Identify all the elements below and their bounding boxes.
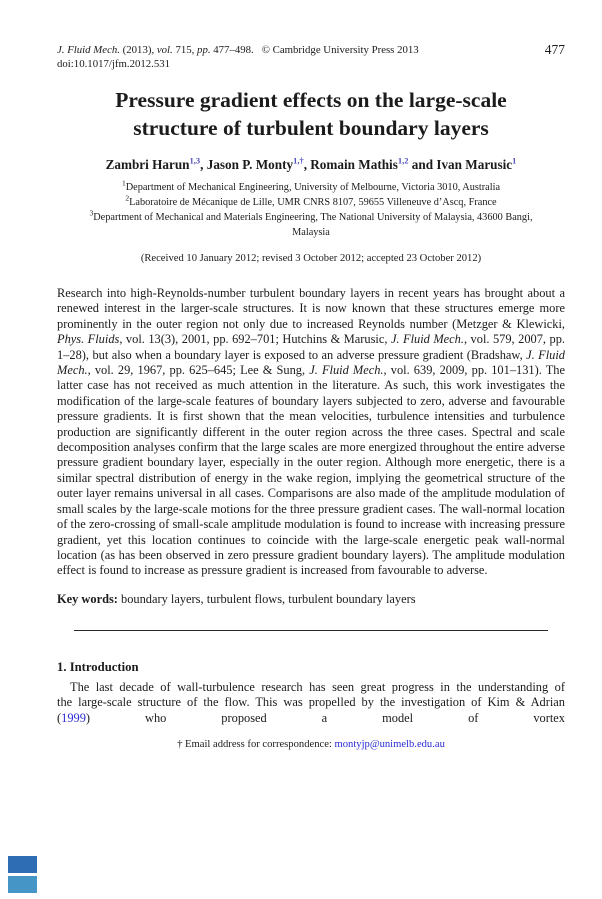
received-dates: (Received 10 January 2012; revised 3 October 2012; accepted 23 October 2012) bbox=[140, 253, 482, 264]
affiliation-3 bbox=[86, 210, 536, 240]
affiliation-text: Department of Mechanical Engineering, University of Melbourne, Victoria 3010, Australia bbox=[125, 182, 501, 193]
abstract-segment: Research into high-Reynolds-number turbulent boundary layers in recent years has brought about a renewed interest in the larger-scale structures. It is now known that these structures emerge more prominently in the outer region not only due to increased Reynolds number (Metzger & Klewicki, bbox=[57, 286, 565, 331]
bottom-left-blue-bar-2 bbox=[8, 876, 37, 893]
journal-title-italic: J. Fluid Mech. bbox=[390, 332, 464, 347]
affiliation-marker: 2 bbox=[125, 193, 130, 203]
section-divider-rule bbox=[74, 630, 548, 631]
author-name: Zambri Harun bbox=[105, 157, 190, 172]
dagger-mark: † bbox=[177, 738, 183, 750]
journal-title-italic: J. Fluid Mech. bbox=[309, 363, 384, 378]
affiliation-text: Laboratoire de Mécanique de Lille, UMR CNRS 8107, 59655 Villeneuve d’Ascq, France bbox=[129, 197, 497, 208]
paper-title: Pressure gradient effects on the large-scale structure of turbulent boundary layers bbox=[115, 88, 507, 140]
journal-title-italic: J. Fluid Mech. bbox=[57, 347, 565, 378]
journal-name: J. Fluid Mech. bbox=[57, 44, 120, 56]
author-line bbox=[57, 157, 565, 173]
abstract-segment: , vol. 639, 2009, pp. 101–131). The latter case has not received as much attention in the literature. As such, this work investigates the modification of the large-scale features of boundary layers subjected to zero, adverse and favourable pressure gradients. It is first shown that the mean velocities, turbulence intensities and turbulence production are significantly different in the outer region across the three cases. Spectral and scale decomposition analyses confirm that the large scales are more energized throughout the entire adverse pressure gradient boundary layer, especially in the outer region. Although more energetic, there is a similar spectral distribution of energy in the wake region, implying the geometrical structure of the outer layer remains universal in all cases. Comparisons are also made of the amplitude modulation of small scales by the large-scale motions for the three pressure gradient cases. The wall-normal location of the zero-crossing of small-scale amplitude modulation is found to increase with increasing pressure gradient, yet this location continues to coincide with the large-scale energetic peak wall-normal location (as has been observed in zero pressure gradient boundary layers). The amplitude modulation effect is found to increase as pressure gradient is increased from favourable to adverse. bbox=[57, 363, 565, 578]
journal-title-italic: Phys. Fluids bbox=[57, 332, 120, 347]
affiliation-1 bbox=[86, 180, 536, 195]
author-name: Jason P. Monty bbox=[206, 157, 294, 172]
bottom-left-blue-bar-1 bbox=[8, 856, 37, 873]
affiliation-2 bbox=[86, 195, 536, 210]
author-name: Ivan Marusic bbox=[436, 157, 513, 172]
pp-label: pp. bbox=[197, 44, 211, 56]
affiliations bbox=[57, 180, 565, 240]
author-affiliation-ref[interactable]: 1,† bbox=[293, 155, 304, 166]
abstract-segment: , vol. 29, 1967, pp. 625–645; Lee & Sung, bbox=[87, 363, 310, 378]
paragraph-segment: ) who proposed a model of vortex bbox=[85, 710, 565, 725]
journal-header bbox=[57, 44, 565, 56]
author-affiliation-ref[interactable]: 1,3 bbox=[189, 155, 201, 166]
doi: doi:10.1017/jfm.2012.531 bbox=[57, 58, 171, 70]
affiliation-text: Department of Mechanical and Materials Engineering, The National University of Malaysia, 43600 Bangi, Malaysia bbox=[93, 212, 533, 238]
section-heading-introduction: 1. Introduction bbox=[57, 659, 139, 674]
author-name: Romain Mathis bbox=[310, 157, 398, 172]
affiliation-marker: 1 bbox=[121, 178, 126, 188]
footnote-label: Email address for correspondence: bbox=[182, 738, 335, 750]
vol-label: vol. bbox=[156, 44, 173, 56]
journal-reference bbox=[57, 44, 419, 56]
keywords-label: Key words: bbox=[57, 591, 118, 606]
abstract-segment: , vol. 13(3), 2001, pp. 692–701; Hutchins & Marusic, bbox=[119, 332, 391, 347]
affiliation-marker: 3 bbox=[89, 208, 94, 218]
journal-year: (2013), bbox=[119, 44, 157, 56]
introduction-paragraph bbox=[57, 680, 565, 726]
author-affiliation-ref[interactable]: 1,2 bbox=[397, 155, 409, 166]
page-range: 477–498. bbox=[210, 44, 254, 56]
author-separator: and bbox=[408, 157, 437, 172]
copyright-notice: © Cambridge University Press 2013 bbox=[261, 44, 419, 56]
author-affiliation-ref[interactable]: 1 bbox=[512, 155, 517, 166]
paragraph-segment: The last decade of wall-turbulence research has seen great progress in the understanding of the large-scale structure of the flow. This was propelled by the investigation of Kim & Adrian ( bbox=[57, 679, 565, 725]
citation-link[interactable]: 1999 bbox=[61, 710, 86, 725]
abstract bbox=[57, 286, 565, 579]
correspondence-footnote bbox=[57, 739, 565, 750]
keywords-text: boundary layers, turbulent flows, turbulent boundary layers bbox=[117, 591, 416, 606]
abstract-segment: , vol. 579, 2007, pp. 1–28), but also when a boundary layer is exposed to an adverse pressure gradient (Bradshaw, bbox=[57, 332, 565, 362]
author-separator: , bbox=[200, 157, 207, 172]
keywords-line bbox=[57, 592, 565, 607]
page-number: 477 bbox=[544, 42, 565, 57]
vol-number: 715, bbox=[172, 44, 198, 56]
author-separator: , bbox=[303, 157, 311, 172]
email-link[interactable]: montyjp@unimelb.edu.au bbox=[334, 738, 445, 750]
